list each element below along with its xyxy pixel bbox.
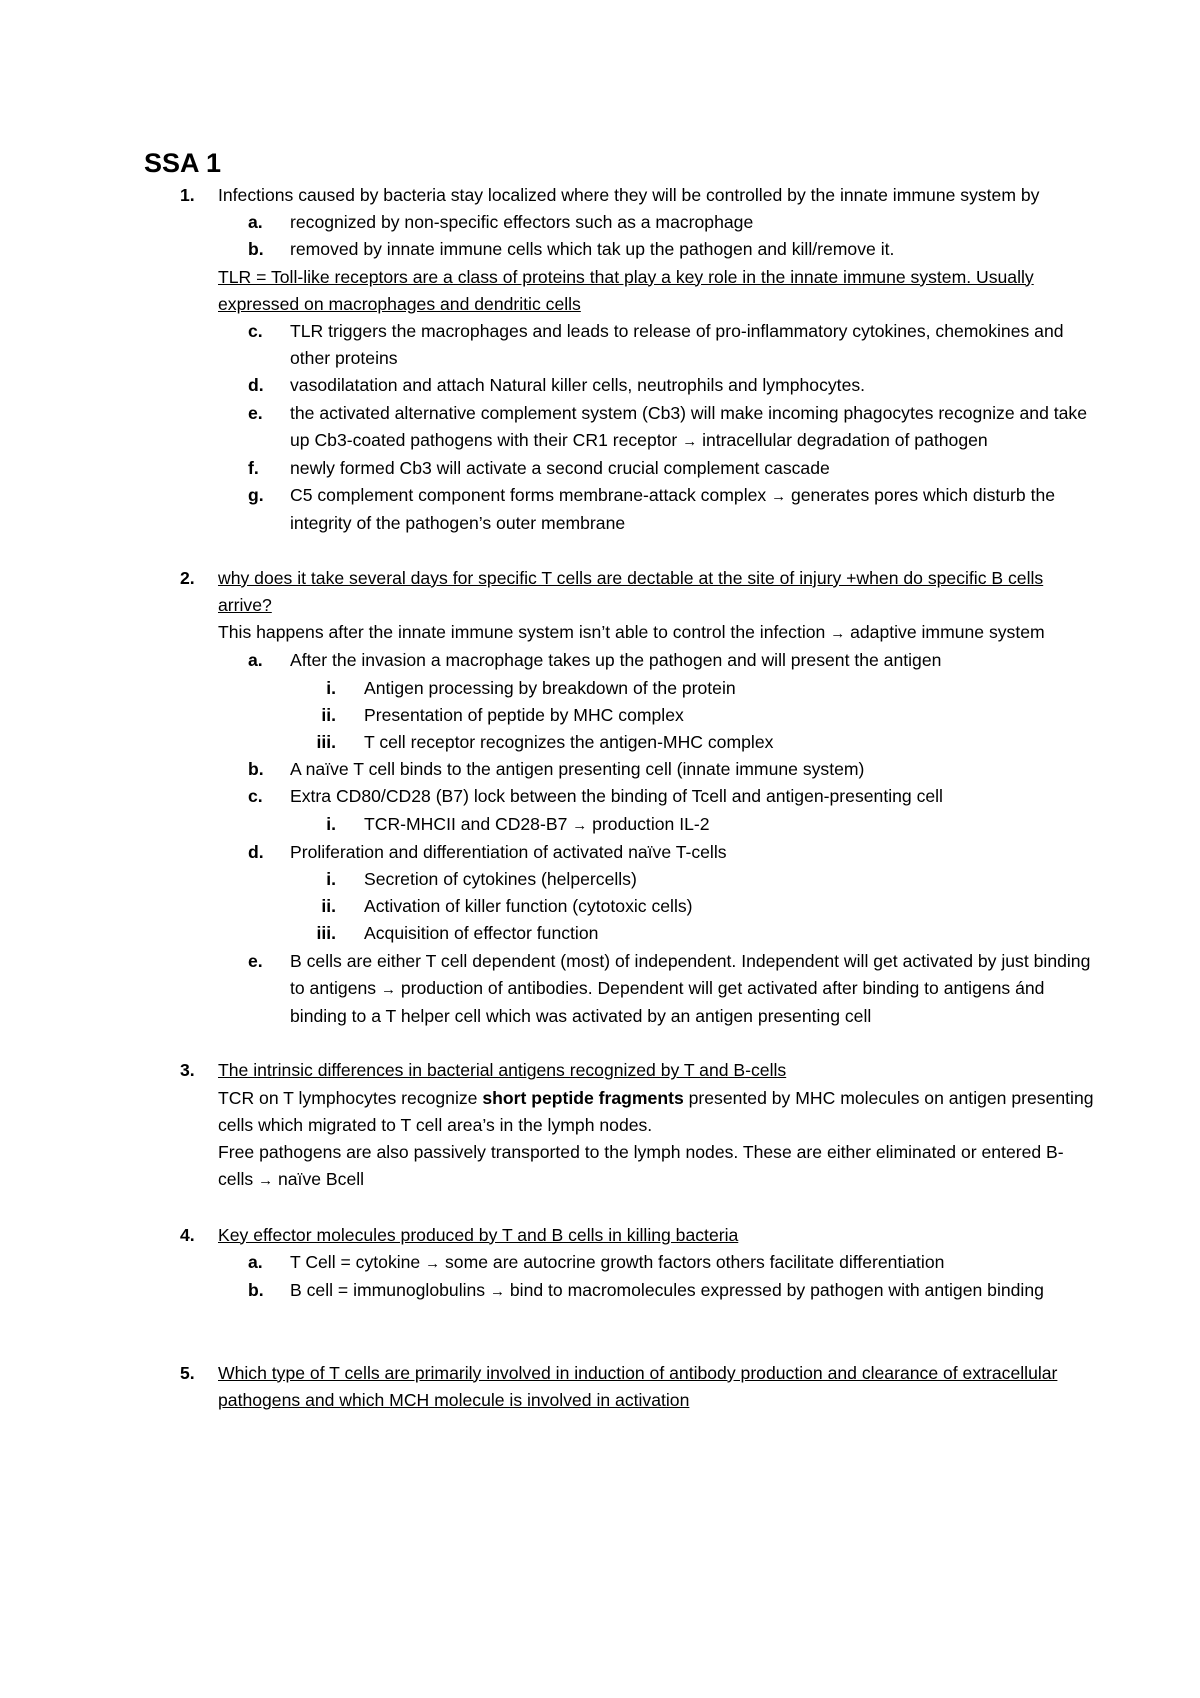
sub-item-2e — [144, 948, 1094, 1031]
sub-item-1c — [144, 318, 1094, 372]
roman-label: iii. — [316, 732, 336, 753]
document-body — [144, 182, 1094, 1414]
text-part: naïve Bcell — [277, 1169, 365, 1190]
sub-text — [290, 400, 1094, 455]
sub-item-2d — [144, 839, 1094, 866]
sub-text: recognized by non-specific effectors such as a macrophage — [290, 212, 754, 233]
answer-intro — [144, 619, 1094, 647]
sub-item-1a — [144, 209, 1094, 236]
arrow-icon: → — [572, 816, 588, 834]
roman-label: i. — [326, 869, 336, 890]
sub-label: a. — [248, 650, 263, 671]
sub-text: vasodilatation and attach Natural killer cells, neutrophils and lymphocytes. — [290, 375, 866, 396]
sub-label: d. — [248, 841, 264, 862]
sub-sub-text: Activation of killer function (cytotoxic cells) — [364, 896, 693, 917]
arrow-icon: → — [380, 980, 396, 998]
sub-sub-item — [144, 893, 1094, 920]
item-number: 3. — [180, 1060, 195, 1081]
text-part: This happens after the innate immune system isn’t able to control the infection — [218, 622, 826, 643]
item-text: Infections caused by bacteria stay localized where they will be controlled by the innate immune system by — [218, 185, 1040, 205]
sub-label: f. — [248, 458, 259, 479]
list-item-3 — [144, 1057, 1094, 1084]
sub-text: TLR triggers the macrophages and leads to release of pro-inflammatory cytokines, chemokines and other proteins — [290, 321, 1064, 369]
text-part: TCR-MHCII and CD28-B7 — [364, 813, 568, 834]
sub-item-4b — [144, 1277, 1094, 1305]
sub-item-1b — [144, 236, 1094, 263]
question-text: why does it take several days for specific T cells are dectable at the site of injury +when do specific B cells arrive? — [218, 567, 1044, 616]
spacer — [144, 1194, 1094, 1221]
sub-sub-text: Acquisition of effector function — [364, 923, 599, 944]
list-item-5 — [144, 1360, 1094, 1414]
list-item-1 — [144, 182, 1094, 209]
item-number: 4. — [180, 1224, 195, 1245]
sub-item-2a — [144, 647, 1094, 674]
question-text: The intrinsic differences in bacterial antigens recognized by T and B-cells — [218, 1060, 787, 1081]
spacer — [144, 538, 1094, 565]
sub-label: a. — [248, 212, 263, 233]
sub-text: After the invasion a macrophage takes up the pathogen and will present the antigen — [290, 650, 942, 671]
text-part: B cell = immunoglobulins — [290, 1280, 486, 1301]
sub-item-4a — [144, 1249, 1094, 1277]
sub-text: Extra CD80/CD28 (B7) lock between the binding of Tcell and antigen-presenting cell — [290, 786, 943, 807]
text-part: intracellular degradation of pathogen — [702, 429, 988, 450]
sub-sub-item — [144, 866, 1094, 893]
roman-label: ii. — [321, 704, 336, 725]
sub-sub-item — [144, 811, 1094, 839]
sub-label: e. — [248, 950, 263, 971]
arrow-icon: → — [490, 1283, 505, 1301]
sub-item-1d — [144, 372, 1094, 399]
roman-label: ii. — [321, 896, 336, 917]
text-part: presented by MHC molecules on antigen presenting cells which migrated to T cell area’s in the lymph nodes. — [218, 1087, 1094, 1135]
sub-sub-item — [144, 920, 1094, 947]
item-number: 2. — [180, 567, 195, 588]
answer-paragraph — [144, 1085, 1094, 1139]
note-text: TLR = Toll-like receptors are a class of proteins that play a key role in the innate immune system. Usually expressed on macrophages and dendritic cells — [218, 266, 1034, 314]
tlr-note — [144, 264, 1094, 318]
arrow-icon: → — [830, 625, 846, 643]
answer-text — [218, 1085, 1094, 1139]
text-part: production of antibodies. Dependent will get activated after binding to antigens ánd binding to a T helper cell which was activated by an antigen presenting cell — [290, 977, 1045, 1027]
sub-text: Proliferation and differentiation of activated naïve T-cells — [290, 841, 727, 862]
page-title: SSA 1 — [144, 148, 222, 178]
question-text: Key effector molecules produced by T and B cells in killing bacteria — [218, 1224, 739, 1245]
sub-label: b. — [248, 239, 264, 260]
roman-label: i. — [326, 813, 336, 834]
spacer — [144, 1030, 1094, 1057]
sub-item-1e — [144, 400, 1094, 455]
answer-text — [218, 619, 1094, 647]
sub-text — [290, 948, 1094, 1031]
sub-sub-text: Antigen processing by breakdown of the protein — [364, 677, 736, 698]
sub-text — [290, 1249, 1094, 1277]
sub-label: c. — [248, 786, 263, 807]
sub-text — [290, 482, 1094, 537]
arrow-icon: → — [682, 432, 698, 450]
sub-item-2b — [144, 756, 1094, 783]
list-item-2 — [144, 565, 1094, 619]
sub-sub-text — [364, 811, 1094, 839]
arrow-icon: → — [425, 1254, 441, 1272]
sub-label: c. — [248, 321, 263, 342]
item-number: 5. — [180, 1362, 195, 1383]
sub-label: a. — [248, 1251, 263, 1272]
list-item-4 — [144, 1222, 1094, 1249]
text-part: the activated alternative complement system (Cb3) will make incoming phagocytes recognize and take up Cb3-coated pathogens with their CR1 receptor — [290, 402, 1087, 450]
text-part: adaptive immune system — [850, 622, 1045, 643]
sub-label: e. — [248, 402, 263, 423]
text-part: C5 complement component forms membrane-attack complex — [290, 485, 767, 506]
sub-text: A naïve T cell binds to the antigen presenting cell (innate immune system) — [290, 759, 865, 780]
sub-text: removed by innate immune cells which tak up the pathogen and kill/remove it. — [290, 239, 895, 260]
sub-sub-text: T cell receptor recognizes the antigen-MHC complex — [364, 732, 774, 753]
answer-paragraph — [144, 1139, 1094, 1194]
sub-item-1f — [144, 455, 1094, 482]
answer-text — [218, 1139, 1094, 1194]
sub-text — [290, 1277, 1094, 1305]
sub-label: d. — [248, 375, 264, 396]
text-part: B cells are either T cell dependent (most) of independent. Independent will get activated by just binding to antigens — [290, 950, 1091, 998]
sub-sub-text: Secretion of cytokines (helpercells) — [364, 869, 637, 890]
text-part: production IL-2 — [592, 813, 710, 834]
sub-label: g. — [248, 485, 264, 506]
text-part: generates pores which disturb the integrity of the pathogen’s outer membrane — [290, 485, 1056, 534]
text-part: some are autocrine growth factors others facilitate differentiation — [445, 1251, 945, 1272]
sub-text: newly formed Cb3 will activate a second crucial complement cascade — [290, 458, 830, 479]
emphasis-text: short peptide fragments — [482, 1087, 684, 1108]
text-part: bind to macromolecules expressed by pathogen with antigen binding — [509, 1280, 1044, 1301]
sub-sub-item — [144, 702, 1094, 729]
spacer — [144, 1305, 1094, 1359]
item-number: 1. — [180, 185, 195, 205]
sub-label: b. — [248, 1280, 264, 1301]
roman-label: iii. — [316, 923, 336, 944]
text-part: Free pathogens are also passively transported to the lymph nodes. These are either eliminated or entered B-cells — [218, 1142, 1064, 1190]
text-part: TCR on T lymphocytes recognize — [218, 1087, 478, 1108]
sub-sub-text: Presentation of peptide by MHC complex — [364, 704, 684, 725]
sub-label: b. — [248, 759, 264, 780]
text-part: T Cell = cytokine — [290, 1251, 421, 1272]
arrow-icon: → — [258, 1172, 274, 1190]
sub-item-1g — [144, 482, 1094, 537]
sub-sub-item — [144, 675, 1094, 702]
arrow-icon: → — [771, 488, 787, 506]
roman-label: i. — [326, 677, 336, 698]
sub-sub-item — [144, 729, 1094, 756]
sub-item-2c — [144, 783, 1094, 810]
question-text: Which type of T cells are primarily involved in induction of antibody production and clearance of extracellular pathogens and which MCH molecule is involved in activation — [218, 1362, 1058, 1410]
